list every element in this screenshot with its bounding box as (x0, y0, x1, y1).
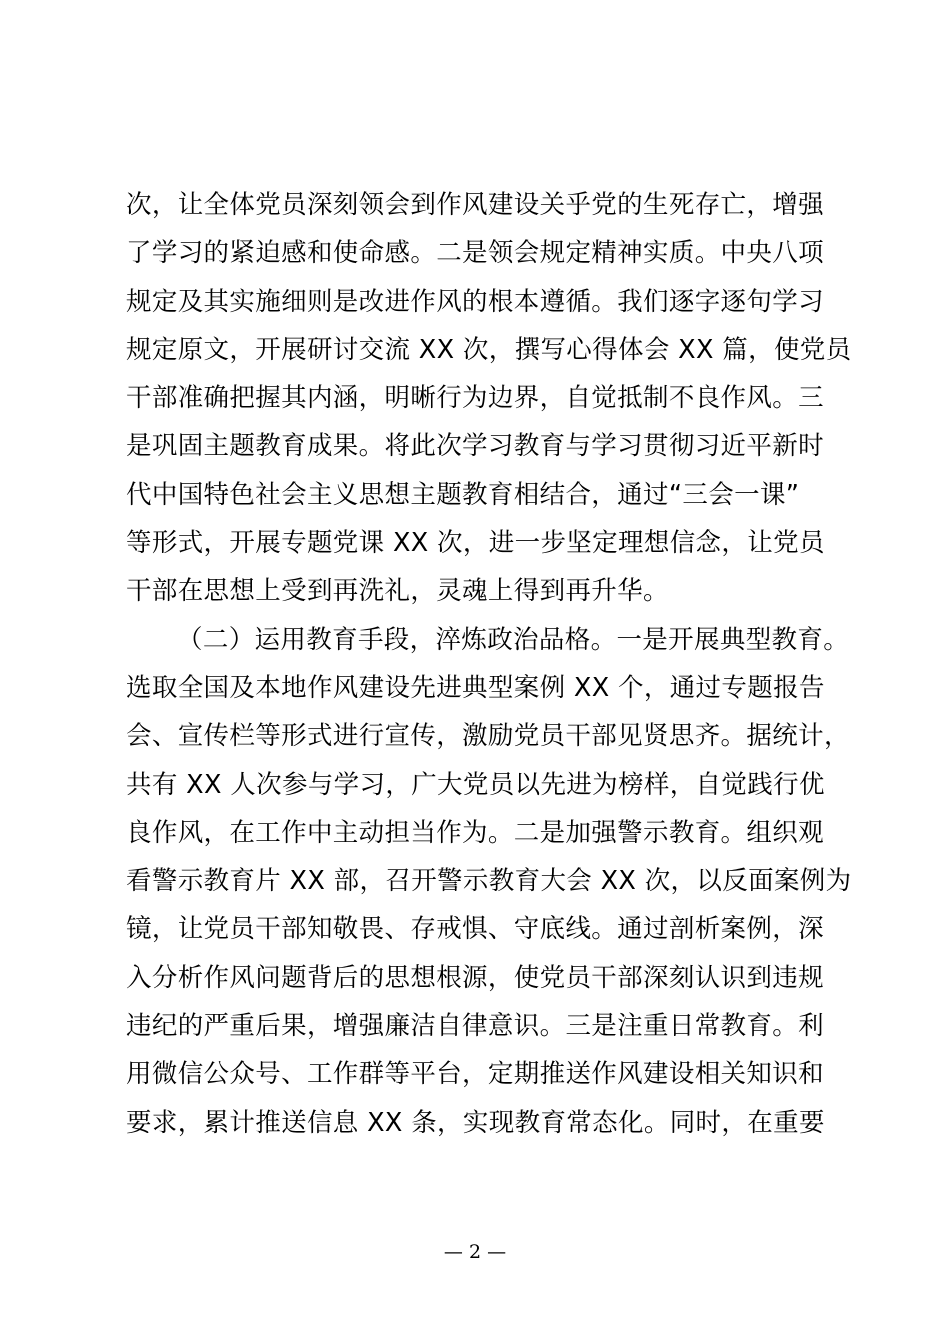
text-line: 看警示教育片 XX 部，召开警示教育大会 XX 次，以反面案例为 (126, 866, 852, 897)
text-line: 入分析作风问题背后的思想根源，使党员干部深刻认识到违规 (126, 962, 824, 993)
text-line: 是巩固主题教育成果。将此次学习教育与学习贯彻习近平新时 (126, 431, 824, 462)
text-line: 违纪的严重后果，增强廉洁自律意识。三是注重日常教育。利 (126, 1011, 824, 1042)
text-line: 等形式，开展专题党课 XX 次，进一步坚定理想信念，让党员 (126, 528, 825, 559)
text-line: 良作风，在工作中主动担当作为。二是加强警示教育。组织观 (126, 817, 824, 848)
text-line: 镜，让党员干部知敬畏、存戒惧、守底线。通过剖析案例，深 (126, 914, 824, 945)
text-line: 规定及其实施细则是改进作风的根本遵循。我们逐字逐句学习 (126, 286, 824, 317)
text-line: 干部在思想上受到再洗礼，灵魂上得到再升华。 (126, 576, 669, 607)
text-line: 共有 XX 人次参与学习，广大党员以先进为榜样，自觉践行优 (126, 769, 825, 800)
page-number: — 2 — (443, 1241, 507, 1263)
text-line: 规定原文，开展研讨交流 XX 次，撰写心得体会 XX 篇，使党员 (126, 334, 852, 365)
text-line: 会、宣传栏等形式进行宣传，激励党员干部见贤思齐。据统计， (126, 721, 850, 752)
body-text (126, 181, 852, 1147)
section-heading-line: （二）运用教育手段，淬炼政治品格。一是开展典型教育。 (177, 624, 850, 655)
text-line: 干部准确把握其内涵，明晰行为边界，自觉抵制不良作风。三 (126, 383, 824, 414)
text-line: 次，让全体党员深刻领会到作风建设关乎党的生死存亡，增强 (126, 190, 824, 220)
text-line: 选取全国及本地作风建设先进典型案例 XX 个，通过专题报告 (126, 672, 825, 703)
text-line: 代中国特色社会主义思想主题教育相结合，通过“三会一课” (126, 479, 800, 510)
text-line: 要求，累计推送信息 XX 条，实现教育常态化。同时，在重要 (126, 1107, 825, 1138)
text-line: 用微信公众号、工作群等平台，定期推送作风建设相关知识和 (126, 1059, 824, 1090)
text-line: 了学习的紧迫感和使命感。二是领会规定精神实质。中央八项 (126, 238, 824, 269)
